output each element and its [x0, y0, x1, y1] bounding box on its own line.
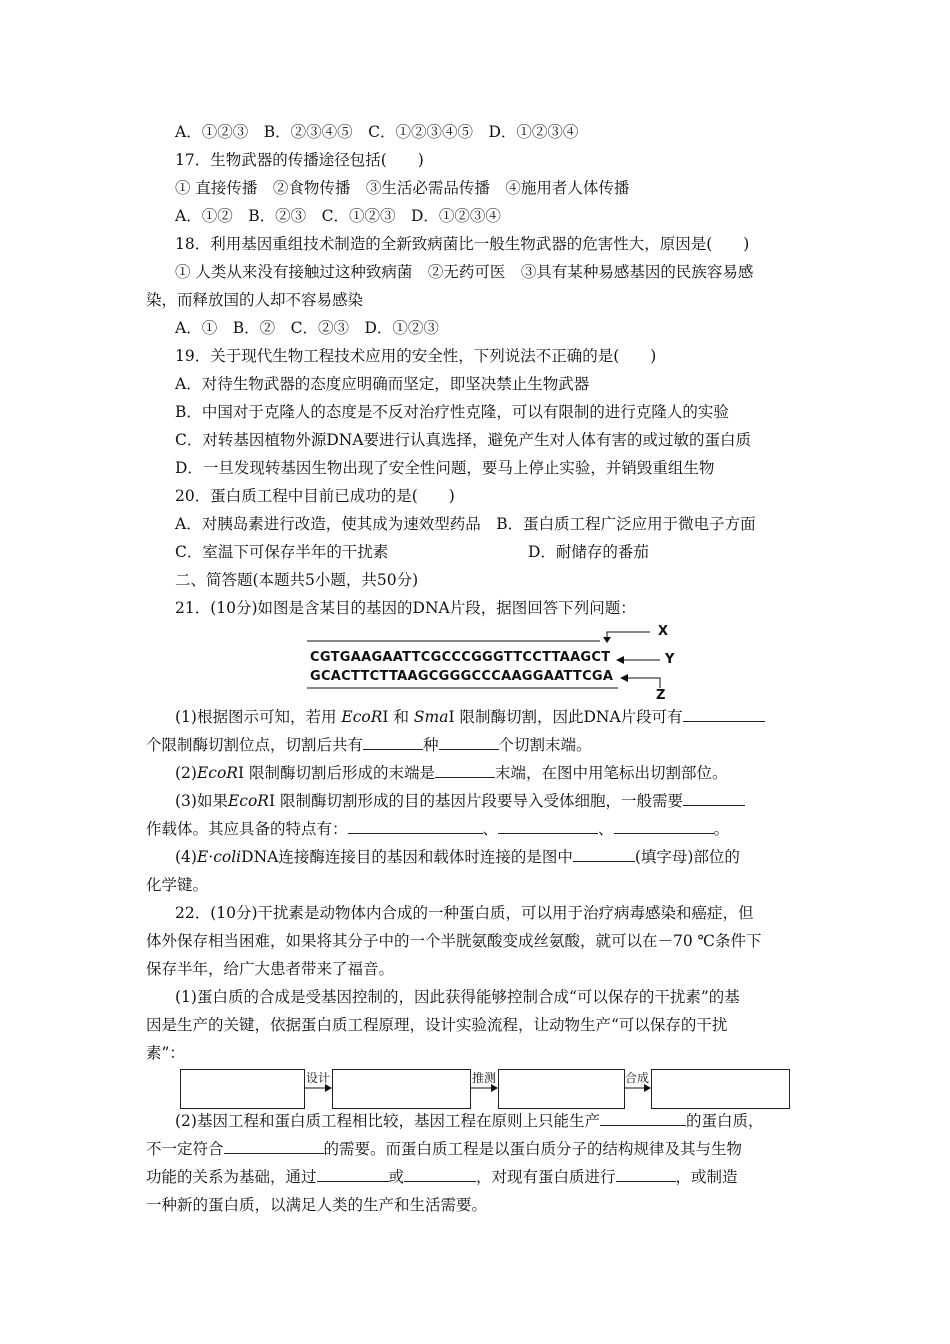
- q21-part3-line1: (3)如果EcoRⅠ 限制酶切割形成的目的基因片段要导入受体细胞，一般需要: [175, 790, 745, 812]
- q18-options: A．① B．② C．②③ D．①②③: [175, 319, 439, 337]
- q20-options-ab: A．对胰岛素进行改造，使其成为速效型药品 B．蛋白质工程广泛应用于微电子方面: [175, 515, 756, 533]
- q16-options: A．①②③ B．②③④⑤ C．①②③④⑤ D．①②③④: [175, 123, 579, 141]
- blank[interactable]: [573, 846, 635, 862]
- q21-part1-line1: (1)根据图示可知，若用 EcoRⅠ 和 SmaⅠ 限制酶切割，因此DNA片段可有: [175, 706, 765, 728]
- q21-part1-line2: 个限制酶切割位点，切割后共有 种 个切割末端。: [146, 736, 592, 754]
- label-x: X: [658, 624, 669, 639]
- q22-part1-line3: 素”：: [146, 1044, 185, 1062]
- blank[interactable]: [600, 1110, 686, 1126]
- q21-part4-line2: 化学键。: [146, 876, 209, 894]
- q17-stem: 17．生物武器的传播途径包括( ): [175, 151, 424, 169]
- q18-stem: 18．利用基因重组技术制造的全新致病菌比一般生物武器的危害性大，原因是( ): [175, 235, 750, 253]
- q20-stem: 20．蛋白质工程中目前已成功的是( ): [175, 487, 455, 505]
- q22-part1-line1: (1)蛋白质的合成是受基因控制的，因此获得能够控制合成“可以保存的干扰素”的基: [175, 988, 740, 1006]
- dna-strand-bottom: GCACTTCTTAAGCGGGCCCAAGGAATTCGA: [310, 669, 614, 684]
- q22-stem-2: 体外保存相当困难，如果将其分子中的一个半胱氨酸变成丝氨酸，就可以在－70 ℃条件下: [146, 932, 762, 950]
- q22-part2-line2: 不一定符合 的需要。而蛋白质工程是以蛋白质分子的结构规律及其与生物: [146, 1140, 743, 1158]
- blank[interactable]: [348, 818, 483, 834]
- blank[interactable]: [317, 1166, 389, 1182]
- blank[interactable]: [439, 734, 499, 750]
- q22-part2-line1: (2)基因工程和蛋白质工程相比较，基因工程在原则上只能生产 的蛋白质，: [175, 1112, 764, 1130]
- label-y: Y: [665, 652, 675, 667]
- blank[interactable]: [404, 1166, 476, 1182]
- q19-stem: 19．关于现代生物工程技术应用的安全性，下列说法不正确的是( ): [175, 347, 657, 365]
- q19-option-b: B．中国对于克隆人的态度是不反对治疗性克隆，可以有限制的进行克隆人的实验: [175, 403, 729, 421]
- blank[interactable]: [616, 1166, 676, 1182]
- q19-option-a: A．对待生物武器的态度应明确而坚定，即坚决禁止生物武器: [175, 375, 590, 393]
- dna-figure: [300, 620, 680, 702]
- flow-label-design: 设计: [306, 1071, 331, 1085]
- q18-items-1: ① 人类从来没有接触过这种致病菌 ②无药可医 ③具有某种易感基因的民族容易感: [175, 263, 754, 281]
- flow-chart: [180, 1066, 792, 1112]
- z-arrow: [626, 678, 660, 688]
- q17-items: ① 直接传播 ②食物传播 ③生活必需品传播 ④施用者人体传播: [175, 179, 630, 197]
- q18-items-2: 染，而释放国的人却不容易感染: [146, 291, 364, 309]
- blank[interactable]: [363, 734, 423, 750]
- q22-stem-3: 保存半年，给广大患者带来了福音。: [146, 960, 395, 978]
- blank[interactable]: [683, 790, 745, 806]
- q20-option-d: D．耐储存的番茄: [528, 543, 649, 561]
- q21-part3-line2: 作载体。其应具备的特点有： 、 、 。: [146, 820, 730, 838]
- q22-part1-line2: 因是生产的关键，依据蛋白质工程原理，设计实验流程，让动物生产“可以保存的干扰: [146, 1016, 728, 1034]
- q20-option-c: C．室温下可保存半年的干扰素: [175, 543, 389, 561]
- blank[interactable]: [683, 706, 765, 722]
- section-heading: 二、简答题(本题共5小题，共50分): [175, 571, 419, 589]
- q21-stem: 21．(10分)如图是含某目的基因的DNA片段，据图回答下列问题：: [175, 599, 636, 617]
- label-z: Z: [656, 688, 666, 703]
- blank[interactable]: [435, 762, 495, 778]
- x-arrow: [607, 632, 650, 641]
- q17-options: A．①② B．②③ C．①②③ D．①②③④: [175, 207, 501, 225]
- blank[interactable]: [498, 818, 598, 834]
- q21-part4-line1: (4)E·coliDNA连接酶连接目的基因和载体时连接的是图中 (填字母)部位的: [175, 848, 740, 866]
- blank[interactable]: [224, 1138, 324, 1154]
- q22-part2-line4: 一种新的蛋白质，以满足人类的生产和生活需要。: [146, 1196, 488, 1214]
- q19-option-d: D．一旦发现转基因生物出现了安全性问题，要马上停止实验，并销毁重组生物: [175, 459, 715, 477]
- q22-stem-1: 22．(10分)干扰素是动物体内合成的一种蛋白质，可以用于治疗病毒感染和癌症，但: [175, 904, 754, 922]
- dna-strand-top: CGTGAAGAATTCGCCCGGGTTCCTTAAGCT: [310, 650, 611, 665]
- q21-part2: (2)EcoRⅠ 限制酶切割后形成的末端是 末端，在图中用笔标出切割部位。: [175, 764, 728, 782]
- blank[interactable]: [614, 818, 714, 834]
- flow-label-synthesize: 合成: [625, 1071, 650, 1085]
- flow-label-infer: 推测: [472, 1071, 497, 1085]
- q22-part2-line3: 功能的关系为基础，通过 或 ，对现有蛋白质进行 ，或制造: [146, 1168, 738, 1186]
- q19-option-c: C．对转基因植物外源DNA要进行认真选择，避免产生对人体有害的或过敏的蛋白质: [175, 431, 752, 449]
